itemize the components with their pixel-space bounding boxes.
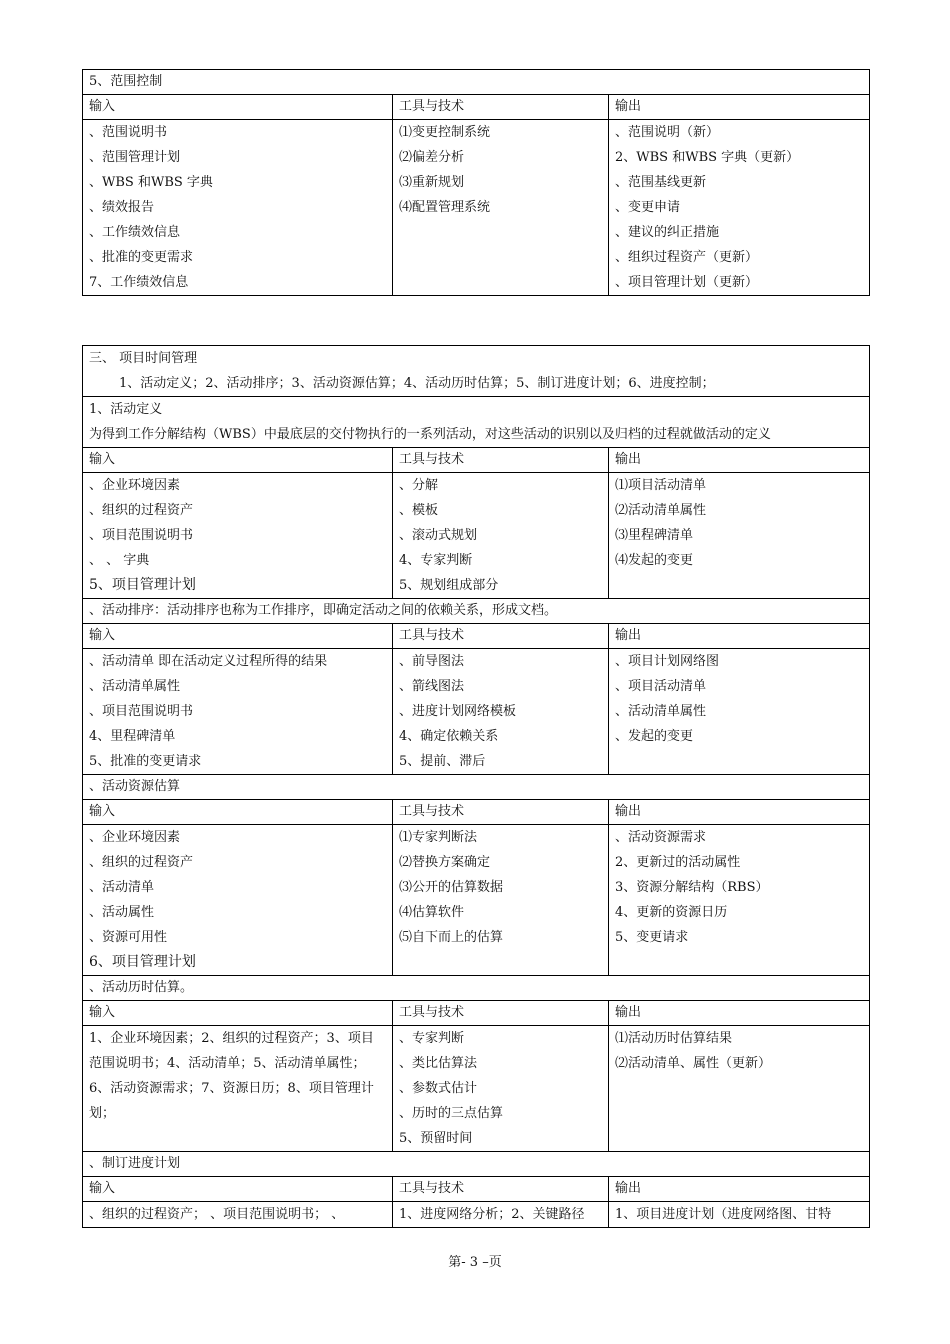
section-description: 为得到工作分解结构（WBS）中最底层的交付物执行的一系列活动，对这些活动的识别以及归档的过程就做活动的定义 [89,427,771,442]
list-item: 、建议的纠正措施 [615,225,720,240]
output-list [609,120,870,296]
list-item: 、活动清单属性 [615,704,707,719]
list-item: 、分解 [399,478,439,493]
list-item: 、WBS 和WBS 字典 [89,175,213,190]
col-header-output: 输出 [609,624,870,649]
col-header-tools: 工具与技术 [393,448,609,473]
list-item: 5、项目管理计划 [89,577,196,593]
list-item: 6、项目管理计划 [89,954,196,970]
list-item: 5、规划组成部分 [399,578,499,593]
col-header-output: 输出 [609,448,870,473]
list-item: 5、变更请求 [615,930,689,945]
list-item: ⑴变更控制系统 [399,125,491,140]
list-item: 、项目活动清单 [615,679,707,694]
col-header-input: 输入 [83,624,393,649]
list-item: 、参数式估计 [399,1081,478,1096]
list-item: ⑴专家判断法 [399,830,478,845]
list-item: 2、WBS 和WBS 字典（更新） [615,150,800,165]
input-list [83,120,393,296]
section-title: 、制订进度计划 [83,1152,870,1177]
list-item: 、组织的过程资产 [89,855,194,870]
list-item: 4、里程碑清单 [89,729,176,744]
list-item: 3、资源分解结构（RBS） [615,880,769,895]
range-control-table [82,69,870,296]
list-item: 、组织的过程资产 [89,503,194,518]
list-item: 4、确定依赖关系 [399,729,499,744]
time-management-table [82,345,870,1228]
section-title: 、活动历时估算。 [83,976,870,1001]
col-header-output: 输出 [609,1001,870,1026]
list-item: 、类比估算法 [399,1056,478,1071]
col-header-input: 输入 [83,1001,393,1026]
list-item: ⑷估算软件 [399,905,465,920]
list-item: 、项目管理计划（更新） [615,275,759,290]
tools-list [393,825,609,976]
list-item: 、模板 [399,503,439,518]
list-item: 、 、 字典 [89,553,150,568]
list-item: 4、更新的资源日历 [615,905,728,920]
list-item: 、范围说明（新） [615,125,720,140]
list-item: ⑶公开的估算数据 [399,880,504,895]
list-item: 、范围基线更新 [615,175,707,190]
list-item: 、组织的过程资产； 、项目范围说明书； 、 [89,1207,345,1222]
list-item: 、企业环境因素 [89,830,181,845]
output-list [609,825,870,976]
output-list [609,1026,870,1152]
list-item: 、历时的三点估算 [399,1106,504,1121]
input-list [83,473,393,599]
list-item: ⑵偏差分析 [399,150,465,165]
list-item: 、变更申请 [615,200,681,215]
list-item: 、企业环境因素 [89,478,181,493]
activity-definition-title-cell [83,397,870,448]
list-item: 5、提前、滞后 [399,754,486,769]
list-item: ⑵替换方案确定 [399,855,491,870]
list-item: 5、批准的变更请求 [89,754,202,769]
list-item: 4、专家判断 [399,553,473,568]
list-item: 、项目计划网络图 [615,654,720,669]
tools-list [393,120,609,296]
tools-list [393,1202,609,1228]
output-list [609,649,870,775]
list-item: 、工作绩效信息 [89,225,181,240]
list-item: 、项目范围说明书 [89,528,194,543]
list-item: 、范围说明书 [89,125,168,140]
col-header-tools: 工具与技术 [393,1001,609,1026]
list-item: ⑶里程碑清单 [615,528,694,543]
input-paragraph-cell [83,1026,393,1152]
col-header-tools: 工具与技术 [393,1177,609,1202]
section-title: 、活动排序：活动排序也称为工作排序，即确定活动之间的依赖关系，形成文档。 [83,599,870,624]
list-item: 、箭线图法 [399,679,465,694]
col-header-tools: 工具与技术 [393,624,609,649]
list-item: ⑷发起的变更 [615,553,694,568]
list-item: 、资源可用性 [89,930,168,945]
section-title: 、活动资源估算 [83,775,870,800]
col-header-output: 输出 [609,1177,870,1202]
section-title: 1、活动定义 [89,402,163,417]
list-item: 2、更新过的活动属性 [615,855,741,870]
list-item: ⑴项目活动清单 [615,478,707,493]
list-item: 、滚动式规划 [399,528,478,543]
input-list [83,825,393,976]
list-item: ⑸自下而上的估算 [399,930,504,945]
chapter-heading: 三、 项目时间管理 [89,351,198,366]
col-header-output: 输出 [609,95,870,120]
list-item: 、进度计划网络模板 [399,704,517,719]
page-number: 第- 3 –页 [448,1255,502,1270]
list-item: ⑵活动清单属性 [615,503,707,518]
section-title: 5、范围控制 [83,70,870,95]
list-item: 、组织过程资产（更新） [615,250,759,265]
input-list [83,649,393,775]
list-item: ⑴活动历时估算结果 [615,1031,733,1046]
col-header-input: 输入 [83,1177,393,1202]
list-item: 、项目范围说明书 [89,704,194,719]
col-header-input: 输入 [83,448,393,473]
tools-list [393,649,609,775]
input-paragraph: 1、企业环境因素；2、组织的过程资产；3、项目范围说明书；4、活动清单；5、活动清单属性；6、活动资源需求；7、资源日历；8、项目管理计划； [89,1031,374,1121]
list-item: 、活动资源需求 [615,830,707,845]
output-list [609,1202,870,1228]
list-item: 1、项目进度计划（进度网络图、甘特 [615,1207,832,1222]
list-item: ⑶重新规划 [399,175,465,190]
list-item: 1、进度网络分析；2、关键路径 [399,1207,585,1222]
input-list [83,1202,393,1228]
list-item: 、活动清单 即在活动定义过程所得的结果 [89,654,328,669]
col-header-output: 输出 [609,800,870,825]
output-list [609,473,870,599]
chapter-heading-cell [83,346,870,397]
list-item: 、绩效报告 [89,200,155,215]
list-item: 、批准的变更需求 [89,250,194,265]
list-item: ⑷配置管理系统 [399,200,491,215]
col-header-tools: 工具与技术 [393,95,609,120]
list-item: 、活动属性 [89,905,155,920]
list-item: 、活动清单属性 [89,679,181,694]
list-item: 、发起的变更 [615,729,694,744]
col-header-tools: 工具与技术 [393,800,609,825]
list-item: 7、工作绩效信息 [89,275,189,290]
tools-list [393,1026,609,1152]
tools-list [393,473,609,599]
list-item: 、前导图法 [399,654,465,669]
col-header-input: 输入 [83,95,393,120]
list-item: 5、预留时间 [399,1131,473,1146]
list-item: 、活动清单 [89,880,155,895]
list-item: 、范围管理计划 [89,150,181,165]
list-item: 、专家判断 [399,1031,465,1046]
col-header-input: 输入 [83,800,393,825]
list-item: ⑵活动清单、属性（更新） [615,1056,772,1071]
chapter-summary: 1、活动定义；2、活动排序；3、活动资源估算；4、活动历时估算；5、制订进度计划；6、进度控制； [119,376,715,391]
